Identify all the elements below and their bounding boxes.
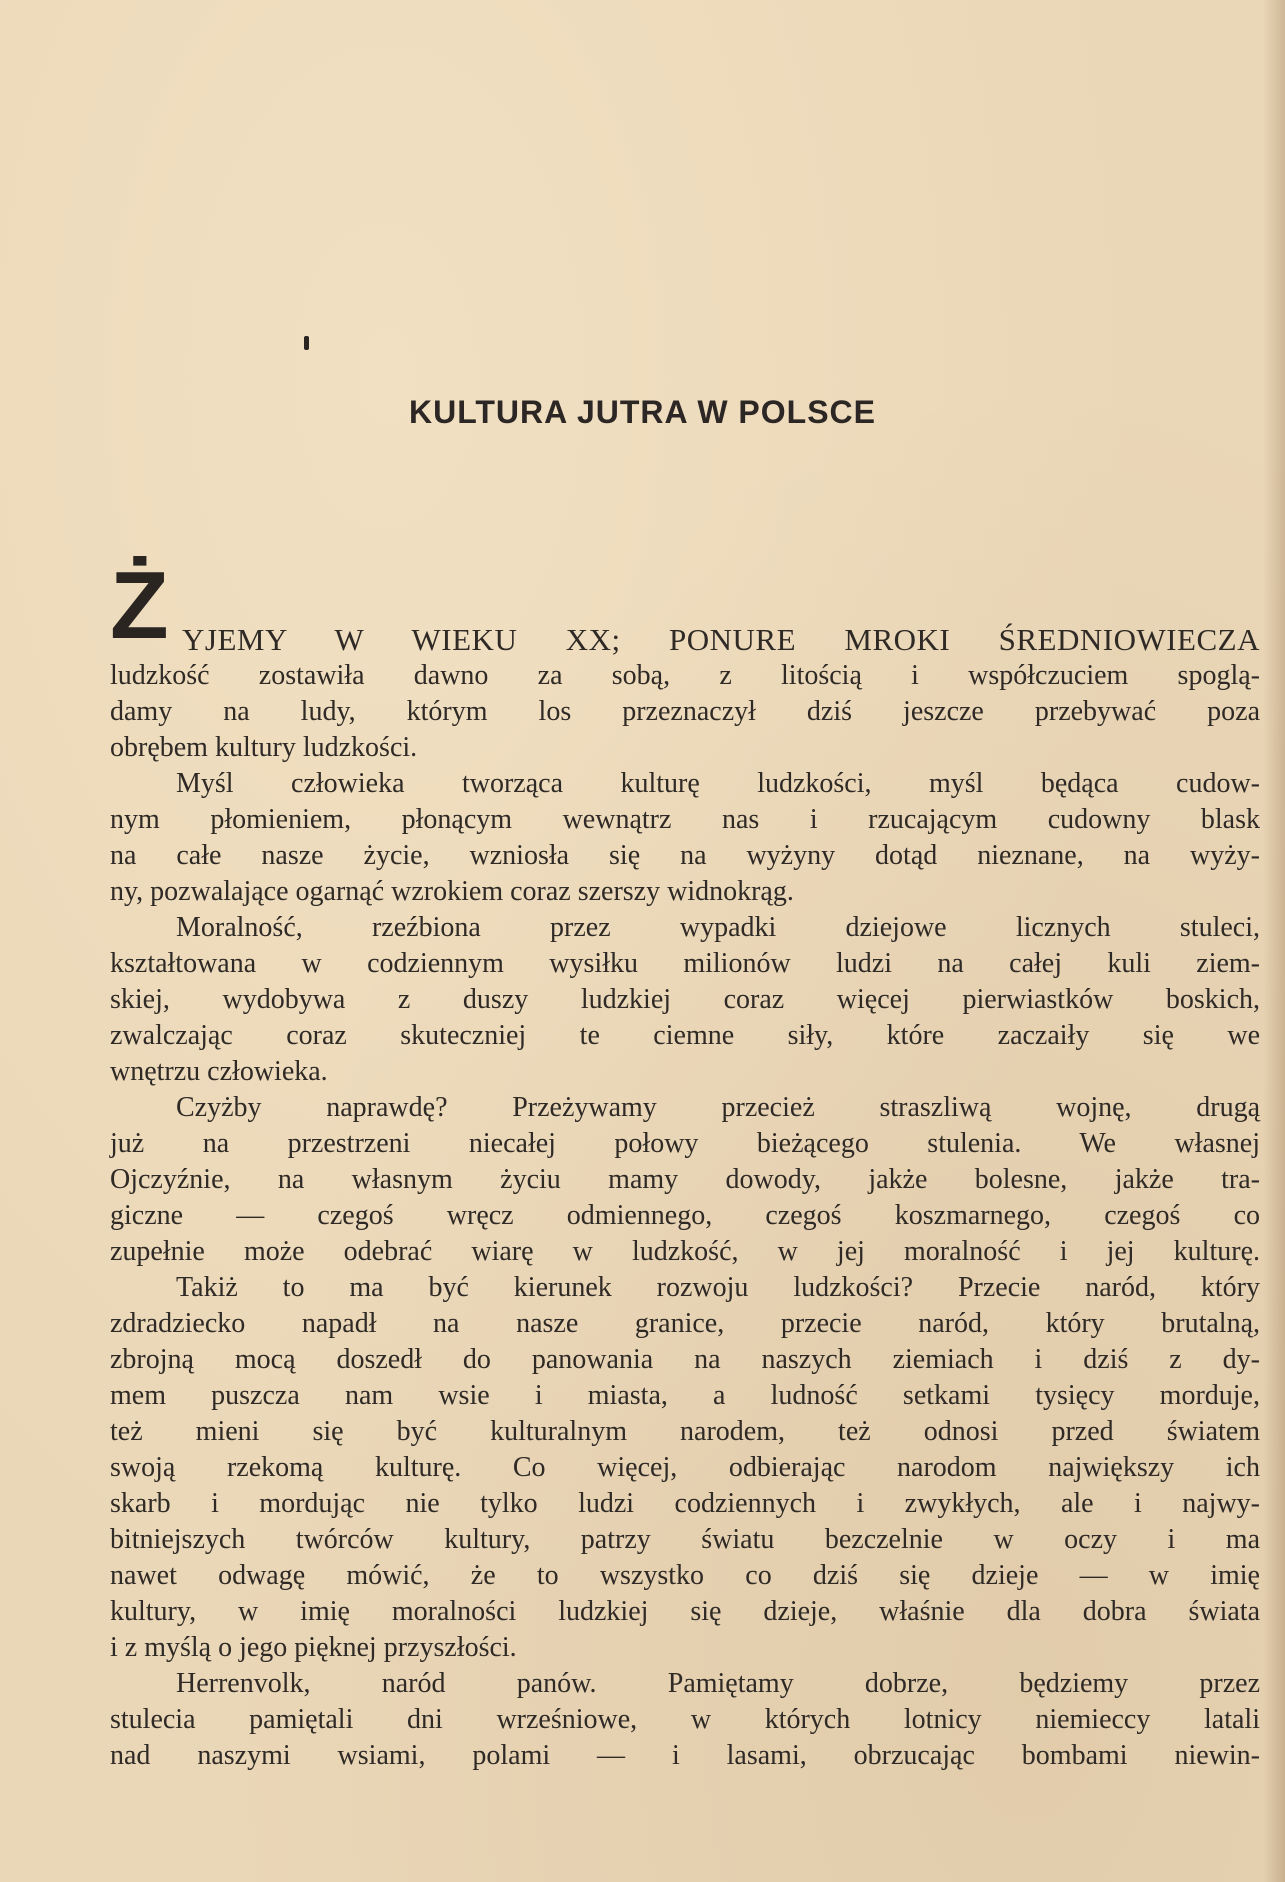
text-line: nym płomieniem, płonącym wewnątrz nas i rzucającym cudowny blask (110, 804, 1260, 835)
text-line: damy na ludy, którym los przeznaczył dziś jeszcze przebywać poza (110, 696, 1260, 727)
text-line: kultury, w imię moralności ludzkiej się dzieje, właśnie dla dobra świata (110, 1596, 1260, 1627)
text-line: swoją rzekomą kulturę. Co więcej, odbierając narodom największy ich (110, 1452, 1260, 1483)
text-line: stulecia pamiętali dni wrześniowe, w których lotnicy niemieccy latali (110, 1704, 1260, 1735)
text-line: zwalczając coraz skuteczniej te ciemne siły, które zaczaiły się we (110, 1020, 1260, 1051)
text-line: zbrojną mocą doszedł do panowania na naszych ziemiach i dziś z dy- (110, 1344, 1260, 1375)
text-line: też mieni się być kulturalnym narodem, też odnosi przed światem (110, 1416, 1260, 1447)
text-line: wnętrzu człowieka. (110, 1056, 328, 1087)
chapter-title: KULTURA JUTRA W POLSCE (408, 394, 876, 430)
text-line: giczne — czegoś wręcz odmiennego, czegoś koszmarnego, czegoś co (110, 1200, 1260, 1231)
text-line: Ojczyźnie, na własnym życiu mamy dowody, jakże bolesne, jakże tra- (110, 1164, 1260, 1195)
text-line: ny, pozwalające ogarnąć wzrokiem coraz szerszy widnokrąg. (110, 876, 794, 907)
text-line: skarb i mordując nie tylko ludzi codziennych i zwykłych, ale i najwy- (110, 1488, 1260, 1519)
text-line: zdradziecko napadł na nasze granice, przecie naród, który brutalną, (110, 1308, 1260, 1339)
text-line: Takiż to ma być kierunek rozwoju ludzkości? Przecie naród, który (176, 1272, 1260, 1303)
text-line: Moralność, rzeźbiona przez wypadki dziejowe licznych stuleci, (176, 912, 1260, 943)
page-edge-shadow (1263, 0, 1285, 1882)
text-line: nad naszymi wsiami, polami — i lasami, obrzucając bombami niewin- (110, 1740, 1260, 1771)
drop-cap-letter: Ż (110, 552, 169, 659)
text-line: mem puszcza nam wsie i miasta, a ludność setkami tysięcy morduje, (110, 1380, 1260, 1411)
text-line: już na przestrzeni niecałej połowy bieżącego stulenia. We własnej (110, 1128, 1260, 1159)
text-line: i z myślą o jego pięknej przyszłości. (110, 1632, 517, 1663)
text-line: Herrenvolk, naród panów. Pamiętamy dobrze, będziemy przez (176, 1668, 1260, 1699)
text-line: ludzkość zostawiła dawno za sobą, z litością i współczuciem spoglą- (110, 660, 1260, 691)
text-line: zupełnie może odebrać wiarę w ludzkość, w jej moralność i jej kulturę. (110, 1236, 1260, 1267)
text-line: skiej, wydobywa z duszy ludzkiej coraz więcej pierwiastków boskich, (110, 984, 1260, 1015)
text-line: kształtowana w codziennym wysiłku milionów ludzi na całej kuli ziem- (110, 948, 1260, 979)
text-line: bitniejszych twórców kultury, patrzy światu bezczelnie w oczy i ma (110, 1524, 1260, 1555)
text-line: nawet odwagę mówić, że to wszystko co dziś się dzieje — w imię (110, 1560, 1260, 1591)
text-line: Myśl człowieka tworząca kulturę ludzkości, myśl będąca cudow- (176, 768, 1260, 799)
text-line: obrębem kultury ludzkości. (110, 732, 418, 763)
text-line: YJEMY W WIEKU XX; PONURE MROKI ŚREDNIOWIECZA (182, 622, 1260, 657)
ink-speck (304, 336, 309, 350)
text-line: na całe nasze życie, wzniosła się na wyżyny dotąd nieznane, na wyży- (110, 840, 1260, 871)
text-line: Czyżby naprawdę? Przeżywamy przecież straszliwą wojnę, drugą (176, 1092, 1260, 1123)
body-text (110, 622, 1260, 1774)
